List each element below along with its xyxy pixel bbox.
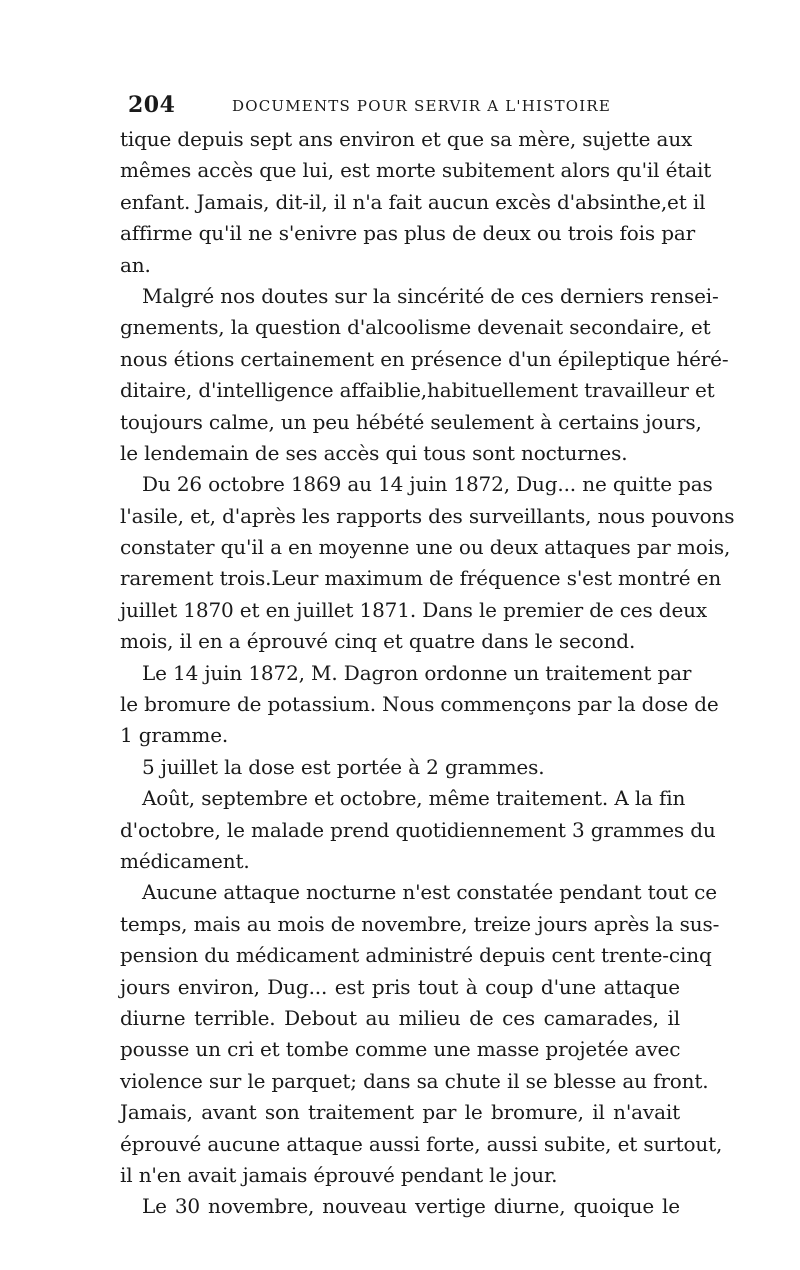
- text-line: juillet 1870 et en juillet 1871. Dans le premier de ces deux: [120, 597, 707, 622]
- text-line: diurne terrible. Debout au milieu de ces camarades, il: [120, 1005, 680, 1030]
- text-line: tique depuis sept ans environ et que sa mère, sujette aux: [120, 127, 693, 151]
- text-line: temps, mais au mois de novembre, treize jours après la sus-: [120, 911, 720, 936]
- text-line: ditaire, d'intelligence affaiblie,habituellement travailleur et: [120, 378, 715, 403]
- text-line: Du 26 octobre 1869 au 14 juin 1872, Dug... ne quitte pas: [142, 472, 713, 497]
- text-line: violence sur le parquet; dans sa chute il se blesse au front.: [120, 1068, 709, 1093]
- body-text: [120, 124, 735, 1223]
- text-line: le lendemain de ses accès qui tous sont nocturnes.: [120, 440, 628, 465]
- text-line: Malgré nos doutes sur la sincérité de ces derniers rensei-: [142, 283, 719, 308]
- text-line: éprouvé aucune attaque aussi forte, aussi subite, et surtout,: [120, 1131, 723, 1156]
- text-line: médicament.: [120, 848, 250, 873]
- text-line: affirme qu'il ne s'enivre pas plus de deux ou trois fois par: [120, 221, 696, 246]
- text-line: 1 gramme.: [120, 723, 229, 748]
- text-line: jours environ, Dug... est pris tout à coup d'une attaque: [120, 974, 680, 999]
- text-line: mois, il en a éprouvé cinq et quatre dans le second.: [120, 629, 636, 654]
- text-line: gnements, la question d'alcoolisme devenait secondaire, et: [120, 315, 711, 340]
- text-line: l'asile, et, d'après les rapports des surveillants, nous pouvons: [120, 503, 735, 528]
- text-line: nous étions certainement en présence d'un épileptique héré-: [120, 346, 729, 371]
- text-line: Août, septembre et octobre, même traitement. A la fin: [142, 786, 686, 811]
- text-line: Le 30 novembre, nouveau vertige diurne, quoique le: [142, 1194, 680, 1219]
- text-line: Le 14 juin 1872, M. Dagron ordonne un traitement par: [142, 660, 692, 685]
- text-line: d'octobre, le malade prend quotidiennement 3 grammes du: [120, 817, 716, 842]
- running-head: [128, 92, 678, 118]
- text-line: an.: [120, 252, 151, 277]
- page-number: 204: [128, 92, 176, 118]
- text-line: 5 juillet la dose est portée à 2 grammes.: [142, 754, 545, 779]
- text-line: Aucune attaque nocturne n'est constatée pendant tout ce: [142, 880, 717, 905]
- text-line: le bromure de potassium. Nous commençons par la dose de: [120, 692, 719, 717]
- running-title: DOCUMENTS POUR SERVIR A L'HISTOIRE: [232, 97, 612, 115]
- text-line: pousse un cri et tombe comme une masse projetée avec: [120, 1037, 681, 1062]
- text-line: constater qu'il a en moyenne une ou deux attaques par mois,: [120, 535, 731, 560]
- text-line: pension du médicament administré depuis cent trente-cinq: [120, 943, 712, 968]
- text-line: toujours calme, un peu hébété seulement à certains jours,: [120, 409, 702, 434]
- text-line: mêmes accès que lui, est morte subitement alors qu'il était: [120, 158, 712, 183]
- text-line: rarement trois.Leur maximum de fréquence s'est montré en: [120, 566, 722, 591]
- text-line: Jamais, avant son traitement par le bromure, il n'avait: [120, 1100, 680, 1125]
- text-line: il n'en avait jamais éprouvé pendant le jour.: [120, 1162, 558, 1187]
- text-line: enfant. Jamais, dit-il, il n'a fait aucun excès d'absinthe,et il: [120, 189, 706, 214]
